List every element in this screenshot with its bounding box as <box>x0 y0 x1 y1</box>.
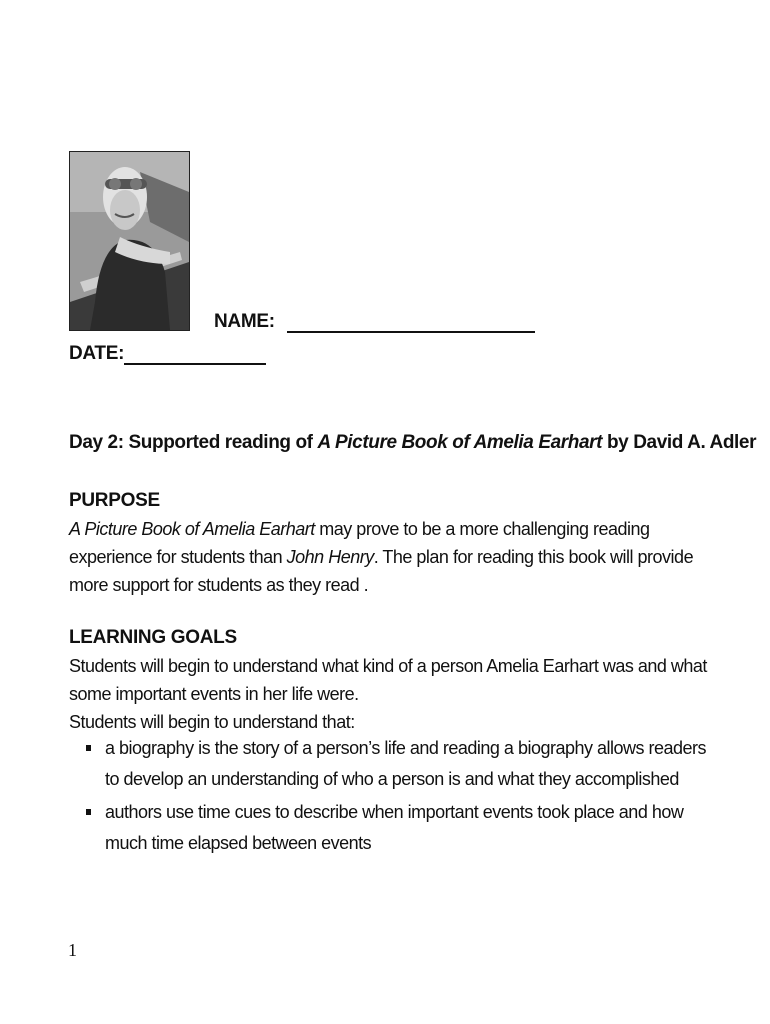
date-label: DATE: <box>69 343 125 364</box>
date-blank-line <box>124 345 266 365</box>
heading-prefix: Day 2: Supported reading of <box>69 432 318 453</box>
name-label: NAME: <box>214 311 275 332</box>
name-blank-line <box>287 313 535 333</box>
purpose-paragraph <box>69 515 719 599</box>
learning-goals-title: LEARNING GOALS <box>69 627 237 648</box>
list-item <box>80 733 720 795</box>
list-item <box>80 797 720 859</box>
heading-suffix: by David A. Adler <box>602 432 757 453</box>
list-item-text: a biography is the story of a person’s life and reading a biography allows readers to develop an understanding of who a person is and what they accomplished <box>105 738 707 789</box>
purpose-book-title: A Picture Book of Amelia Earhart <box>69 519 315 539</box>
learning-goals-paragraph-2: Students will begin to understand that: <box>69 712 355 732</box>
aviator-portrait-photo <box>69 151 190 331</box>
date-field <box>69 343 266 365</box>
learning-goals-list <box>80 733 720 859</box>
bullet-icon <box>86 809 91 815</box>
page-number: 1 <box>68 940 77 960</box>
bullet-icon <box>86 745 91 751</box>
list-item-text: authors use time cues to describe when important events took place and how much time elapsed between events <box>105 802 684 853</box>
lesson-heading <box>69 432 756 454</box>
purpose-text-1: may prove to be a more challenging reading experience for students than <box>69 519 650 567</box>
purpose-text-2: . The plan for reading this book will provide more support for students as they read . <box>69 547 694 595</box>
purpose-other-title: John Henry <box>286 547 374 567</box>
learning-goals-paragraph-1: Students will begin to understand what kind of a person Amelia Earhart was and what some important events in her life were. <box>69 656 707 704</box>
purpose-title: PURPOSE <box>69 490 160 511</box>
name-field <box>214 311 535 333</box>
heading-book-title: A Picture Book of Amelia Earhart <box>317 432 603 453</box>
